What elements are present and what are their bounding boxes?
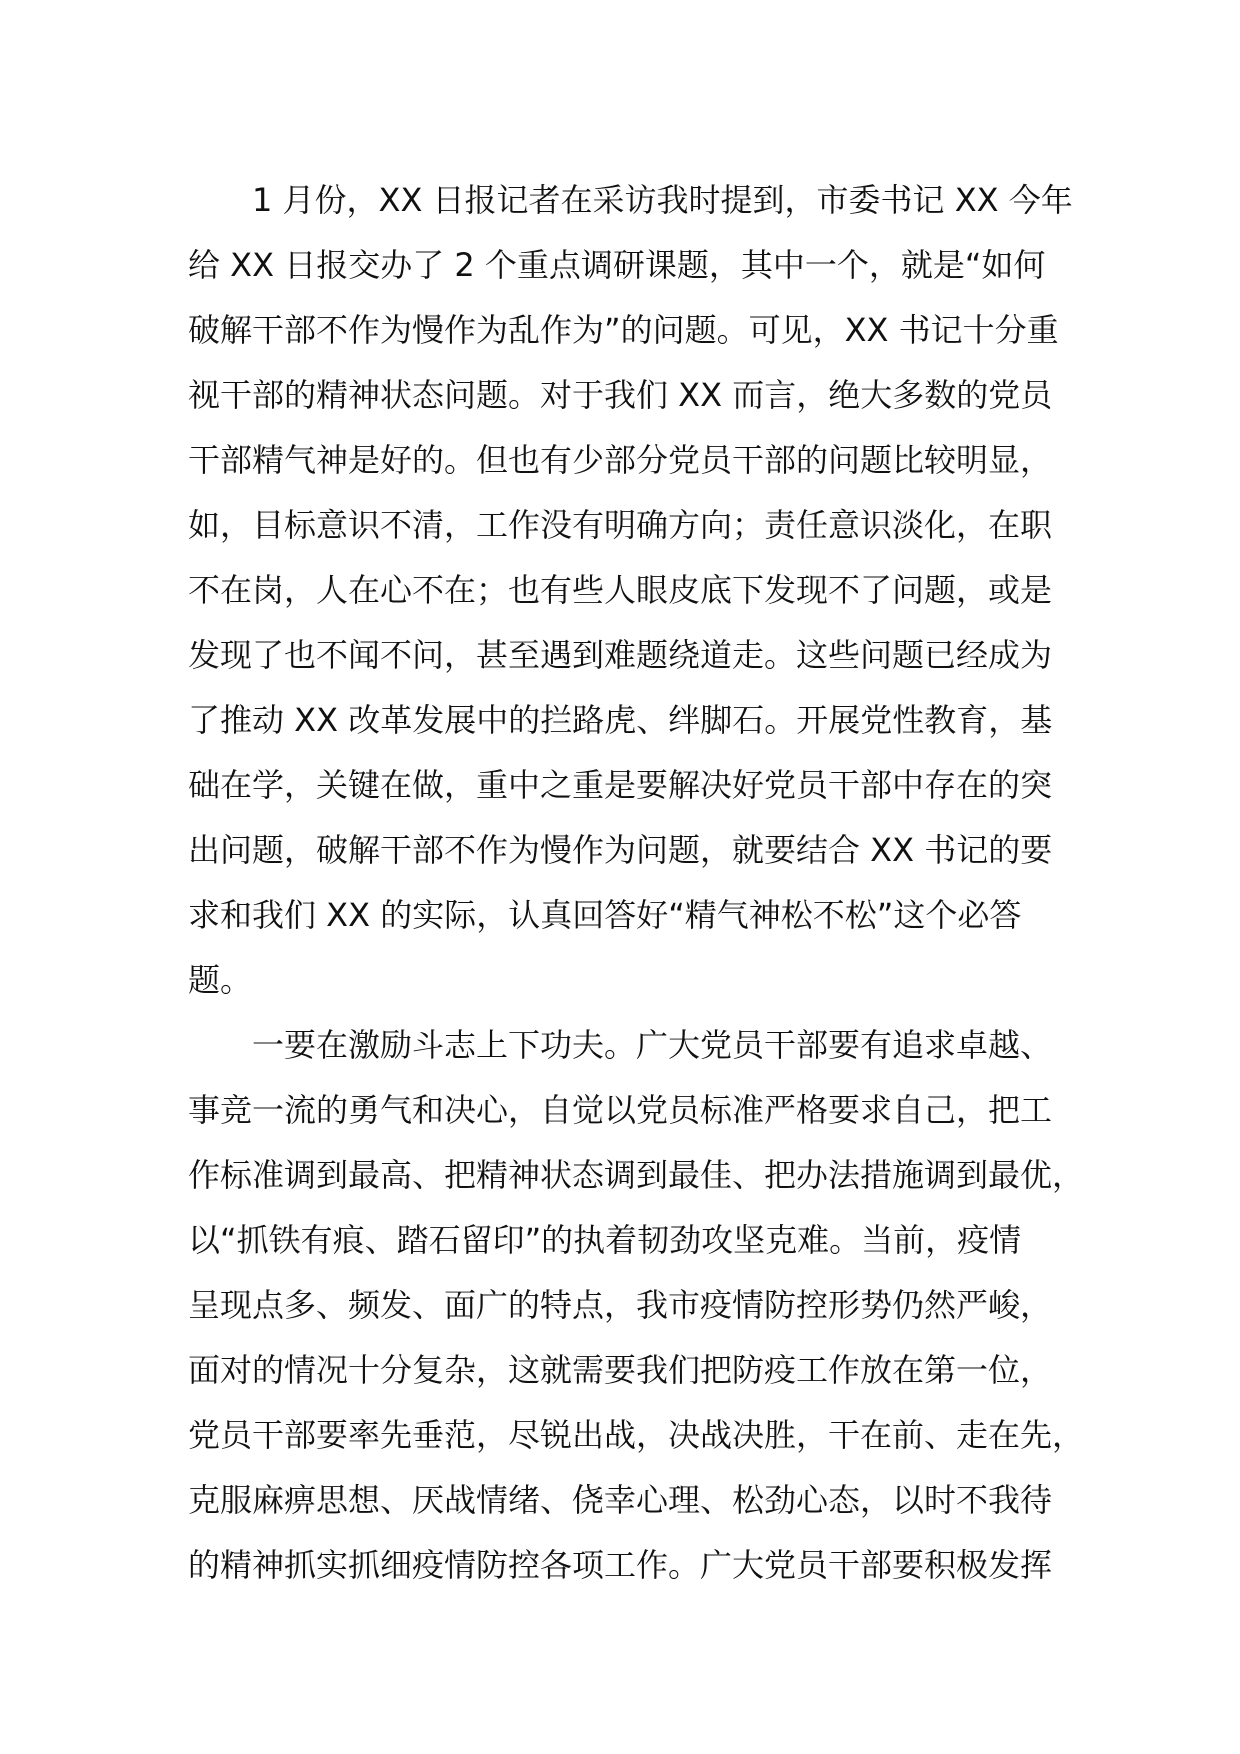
text-line: 发现了也不闻不问，甚至遇到难题绕道走。这些问题已经成为 <box>188 636 1053 674</box>
text-line: 视干部的精神状态问题。对于我们 XX 而言，绝大多数的党员 <box>188 376 1053 414</box>
text-line: 不在岗，人在心不在；也有些人眼皮底下发现不了问题，或是 <box>188 571 1053 609</box>
text-line: 了推动 XX 改革发展中的拦路虎、绊脚石。开展党性教育，基 <box>188 701 1053 739</box>
text-line: 作标准调到最高、把精神状态调到最佳、把办法措施调到最优， <box>188 1156 1085 1194</box>
text-line: 呈现点多、频发、面广的特点，我市疫情防控形势仍然严峻， <box>188 1286 1053 1324</box>
text-line: 础在学，关键在做，重中之重是要解决好党员干部中存在的突 <box>188 766 1053 804</box>
text-line: 面对的情况十分复杂，这就需要我们把防疫工作放在第一位， <box>188 1351 1053 1389</box>
text-line: 以“抓铁有痕、踏石留印”的执着韧劲攻坚克难。当前，疫情 <box>188 1221 1022 1259</box>
text-line: 干部精气神是好的。但也有少部分党员干部的问题比较明显， <box>188 441 1053 479</box>
text-line: 的精神抓实抓细疫情防控各项工作。广大党员干部要积极发挥 <box>188 1546 1053 1584</box>
text-line: 如，目标意识不清，工作没有明确方向；责任意识淡化，在职 <box>188 506 1053 544</box>
text-line: 一要在激励斗志上下功夫。广大党员干部要有追求卓越、 <box>188 1026 1053 1064</box>
text-line: 给 XX 日报交办了 2 个重点调研课题，其中一个，就是“如何 <box>188 246 1046 284</box>
text-line: 破解干部不作为慢作为乱作为”的问题。可见，XX 书记十分重 <box>188 311 1059 349</box>
paragraph-1 <box>188 168 1088 1013</box>
text-line: 1 月份，XX 日报记者在采访我时提到，市委书记 XX 今年 <box>188 181 1073 219</box>
text-line: 求和我们 XX 的实际，认真回答好“精气神松不松”这个必答 <box>188 896 1022 934</box>
text-line: 题。 <box>188 961 253 999</box>
paragraph-2 <box>188 1013 1088 1598</box>
text-line: 克服麻痹思想、厌战情绪、侥幸心理、松劲心态，以时不我待 <box>188 1481 1053 1519</box>
text-line: 出问题，破解干部不作为慢作为问题，就要结合 XX 书记的要 <box>188 831 1053 869</box>
document-body <box>188 168 1088 1598</box>
text-line: 党员干部要率先垂范，尽锐出战，决战决胜，干在前、走在先， <box>188 1416 1085 1454</box>
text-line: 事竞一流的勇气和决心，自觉以党员标准严格要求自己，把工 <box>188 1091 1053 1129</box>
